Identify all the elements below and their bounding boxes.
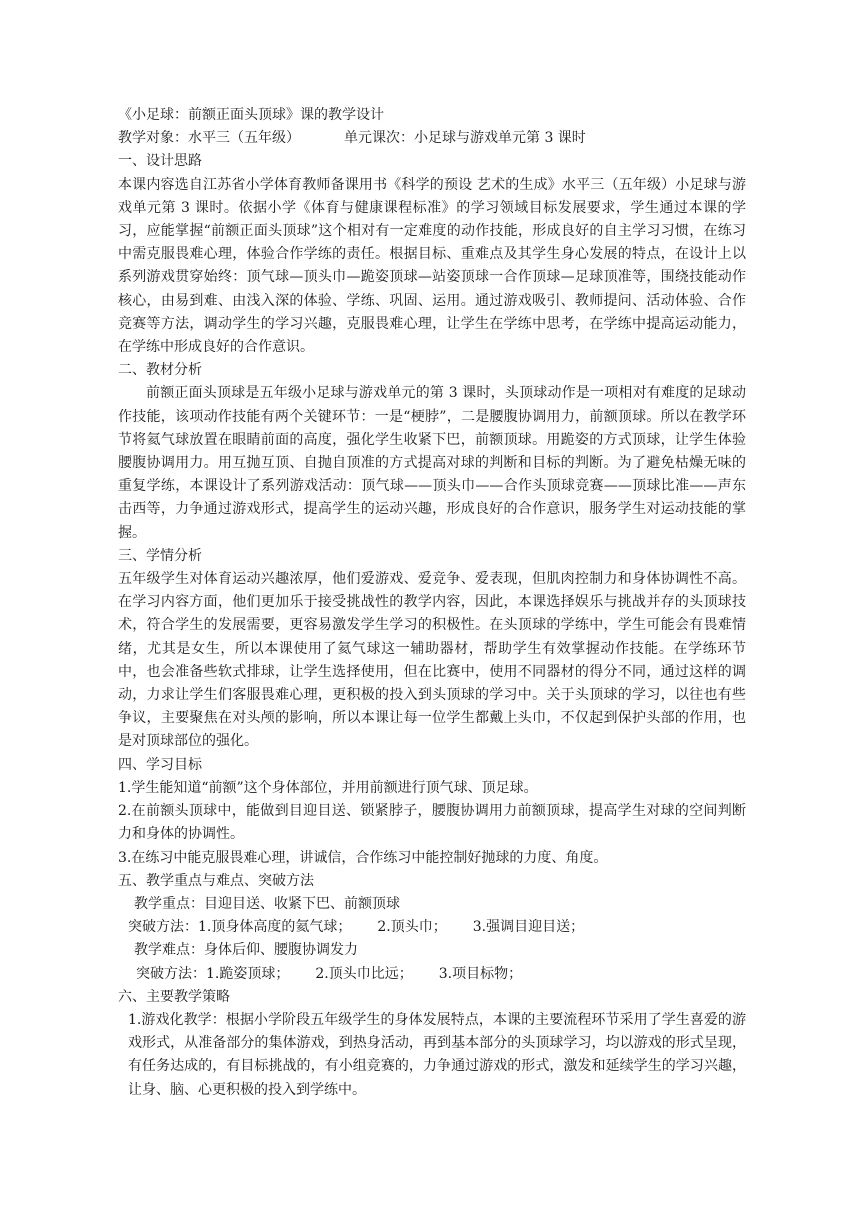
section-heading-4: 四、学习目标: [118, 756, 202, 773]
breakthrough-methods-2: [118, 963, 746, 986]
section-body-2: 前额正面头顶球是五年级小足球与游戏单元的第 3 课时，头顶球动作是一项相对有难度的足球动作技能，该项动作技能有两个关键环节：一是“梗脖”，二是腰腹协调用力，前额顶球。所以在教学环节将氦气球放置在眼睛前面的高度，强化学生收紧下巴，前额顶球。用跪姿的方式顶球，让学生体验腰腹协调用力。用互抛互顶、自抛自顶准的方式提高对球的判断和目标的判断。为了避免枯燥无味的重复学练，本课设计了系列游戏活动：顶气球——顶头巾——合作头顶球竞赛——顶球比准——声东击西等，力争通过游戏形式，提高学生的运动兴趣，形成良好的合作意识，服务学生对运动技能的掌握。: [118, 385, 746, 541]
breakthrough-1-item-3: 3.强调目迎目送；: [472, 919, 585, 936]
unit-lesson: 单元课次：小足球与游戏单元第 3 课时: [344, 130, 586, 147]
section-heading-1: 一、设计思路: [118, 153, 202, 170]
section-heading-3: 三、学情分析: [118, 547, 202, 564]
goal-item-3: 3.在练习中能克服畏难心理，讲诚信，合作练习中能控制好抛球的力度、角度。: [118, 849, 608, 866]
breakthrough-1-item-2: 2.顶头巾；: [377, 919, 447, 936]
section-heading-5: 五、教学重点与难点、突破方法: [118, 872, 314, 889]
meta-line: [118, 127, 746, 150]
breakthrough-label-1: 突破方法：: [128, 919, 198, 936]
breakthrough-2-item-3: 3.项目标物；: [438, 965, 523, 982]
breakthrough-methods-1: [118, 916, 746, 939]
goal-item-2: 2.在前额头顶球中，能做到目迎目送、锁紧脖子，腰腹协调用力前额顶球，提高学生对球的空间判断力和身体的协调性。: [118, 803, 746, 843]
breakthrough-2-item-1: 1.跪姿顶球；: [206, 965, 290, 982]
section-body-3: 五年级学生对体育运动兴趣浓厚，他们爱游戏、爱竞争、爱表现，但肌肉控制力和身体协调性不高。在学习内容方面，他们更加乐于接受挑战性的教学内容，因此，本课选择娱乐与挑战并存的头顶球技术，符合学生的发展需要，更容易激发学生学习的积极性。在头顶球的学练中，学生可能会有畏难情绪，尤其是女生，所以本课使用了氦气球这一辅助器材，帮助学生有效掌握动作技能。在学练环节中，也会准备些软式排球，让学生选择使用，但在比赛中，使用不同器材的得分不同，通过这样的调动，力求让学生们客服畏难心理，更积极的投入到头顶球的学习中。关于头顶球的学习，以往也有些争议，主要聚焦在对头颅的影响，所以本课让每一位学生都戴上头巾，不仅起到保护头部的作用，也是对顶球部位的强化。: [118, 571, 746, 750]
teaching-target: 教学对象：水平三（五年级）: [118, 130, 300, 147]
breakthrough-2-item-2: 2.顶头巾比远；: [315, 965, 413, 982]
document-body: [118, 104, 746, 1102]
goal-item-1: 1.学生能知道“前额”这个身体部位，并用前额进行顶气球、顶足球。: [118, 779, 538, 796]
section-body-1: 本课内容选自江苏省小学体育教师备课用书《科学的预设 艺术的生成》水平三（五年级）小足球与游戏单元第 3 课时。依据小学《体育与健康课程标准》的学习领域目标发展要求，学生通过本课的学习，应能掌握“前额正面头顶球”这个相对有一定难度的动作技能，形成良好的自主学习习惯，在练习中需克服畏难心理，体验合作学练的责任。根据目标、重难点及其学生身心发展的特点，在设计上以系列游戏贯穿始终：顶气球—顶头巾—跪姿顶球—站姿顶球一合作顶球—足球顶准等，围绕技能动作核心，由易到难、由浅入深的体验、学练、巩固、运用。通过游戏吸引、教师提问、活动体验、合作竞赛等方法，调动学生的学习兴趣，克服畏难心理，让学生在学练中思考，在学练中提高运动能力，在学练中形成良好的合作意识。: [118, 176, 746, 356]
section-heading-6: 六、主要教学策略: [118, 988, 230, 1005]
doc-title: 《小足球：前额正面头顶球》课的教学设计: [118, 107, 384, 123]
strategy-item-1: 1.游戏化教学：根据小学阶段五年级学生的身体发展特点，本课的主要流程环节采用了学生喜爱的游戏形式，从准备部分的集体游戏，到热身活动，再到基本部分的头顶球学习，均以游戏的形式呈现，有任务达成的，有目标挑战的，有小组竞赛的，力争通过游戏的形式，激发和延续学生的学习兴趣，让身、脑、心更积极的投入到学练中。: [128, 1011, 746, 1098]
breakthrough-1-item-1: 1.顶身体高度的氦气球；: [198, 919, 352, 936]
section-heading-2: 二、教材分析: [118, 362, 202, 379]
key-point: 教学重点：目迎目送、收紧下巴、前额顶球: [134, 895, 400, 912]
difficulty-point: 教学难点：身体后仰、腰腹协调发力: [134, 942, 358, 959]
breakthrough-label-2: 突破方法：: [136, 965, 206, 982]
